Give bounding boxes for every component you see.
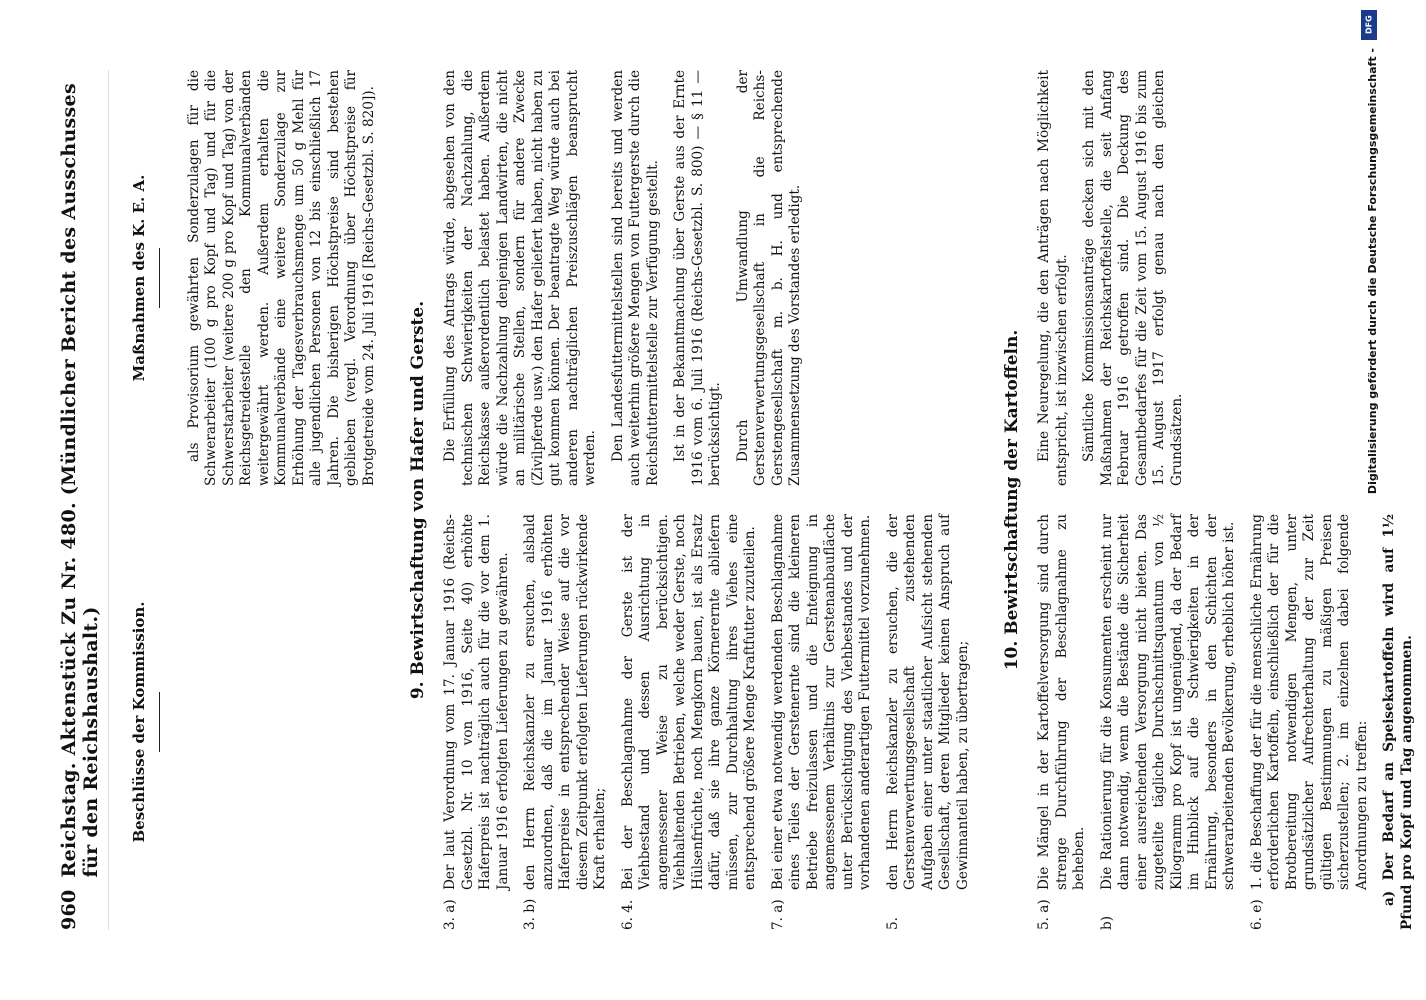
right-heading: Maßnahmen des K. E. A. [130,174,148,382]
item-text: Die Mängel in der Kartoffelversorgung sind durch strenge Durchführung der Beschlagnahme zu beheben. [1036,514,1087,890]
list-item [1036,514,1089,930]
item-number: 7. a) [769,899,786,930]
item-number: 6. 4. [619,899,636,930]
left-column [1036,514,1426,930]
right-column [123,70,388,486]
list-item [885,514,973,930]
item-number: 5. [884,917,901,930]
page-header [58,70,109,930]
right-paragraph: Den Landesfuttermittelstellen sind bereits und werden auch weiterhin größere Mengen von Futtergerste durch die Reichsfuttermittelstelle zur Verfügung gestellt. [609,70,661,486]
item-number: 3. b) [522,898,538,930]
list-item [1249,514,1372,930]
digitization-note: Digitalisierung gefördert durch die Deutsche Forschungsgemeinschaft - [1366,48,1379,495]
list-item [442,514,512,930]
right-top-paragraph: als Provisorium gewährten Sonderzulagen für die Schwerarbeiter (100 g pro Kopf und Tag) und für die Schwerstarbeiter (weitere 200 g pro Kopf und Tag) von der Reichsgetreidestelle den Kommunalverbänden weitergewährt werden. Außerdem erhalten die Kommunalverbände eine weitere Sonderzulage zur Erhöhung der Tagesverbrauchsmenge um 50 g Mehl für alle jugendlichen Personen von 12 bis einschließlich 17 Jahren. Die bisherigen Höchstpreise sind bestehen geblieben (vergl. Verordnung über Höchstpreise für Brotgetreide vom 24. Juli 1916 [Reichs-Gesetzbl. S. 820]). [185,70,377,486]
item-text: den Herrn Reichskanzler zu ersuchen, alsbald anzuordnen, daß die im Januar 1916 erhöhten Haferpreise in entsprechender Weise auf die vor diesem Zeitpunkt erfolgten Lieferungen rückwirkende Kraft erhalten; [522,514,608,890]
list-item [620,514,760,930]
dfg-logo: DFG [1361,10,1377,40]
right-column [442,70,982,486]
item-text: Die Rationierung für die Konsumenten erscheint nur dann notwendig, wenn die Bestände die Sicherheit einer ausreichenden Versorgung nicht bieten. Das zugeteilte tägliche Durchschnittsquantum von ½ Kilogramm pro Kopf ist ungenügend, da der Bedarf im Hinblick auf die Schwierigkeiten in der Ernährung, besonders in den Schichten der schwerarbeitenden Bevölkerung, erheblich höher ist. [1098,514,1237,890]
heading-rule [159,692,160,752]
list-item [522,514,610,930]
list-item [770,514,875,930]
right-paragraph: Sämtliche Kommissionsanträge decken sich mit den Maßnahmen der Reichskartoffelstelle, die seit Anfang Februar 1916 getroffen sind. Die Deckung des Gesamtbedarfes für die Zeit vom 15. August 1916 bis zum 15. August 1917 erfolgt genau nach den gleichen Grundsätzen. [1081,70,1185,486]
item-text: Der laut Verordnung vom 17. Januar 1916 (Reichs-Gesetzbl. Nr. 10 von 1916, Seite 40) erhöhte Haferpreis ist nachträglich auch für die vor dem 1. Januar 1916 erfolgten Lieferungen zu gewähren. [442,514,511,890]
item-number: 5. a) [1036,899,1052,930]
heading-rule [159,248,160,308]
item-text: Bei einer etwa notwendig werdenden Beschlagnahme eines Teiles der Gerstenernte sind die kleineren Betriebe freizulassen und die Enteignung in angemessenem Verhältnis zur Gerstenanbaufläche unter Berücksichtigung des Viehbestandes und der vorhandenen anderartigen Futtermittel vorzunehmen. [769,514,873,890]
list-item [1099,514,1239,930]
left-column [123,514,388,930]
item-text: 1. die Beschaffung der für die menschliche Ernährung erforderlichen Kartoffeln, einschließlich der für die Brotbereitung notwendigen Mengen, unter grundsätzlicher Aufrechterhaltung der zur Zeit gültigen Bestimmungen zu mäßigen Preisen sicherzustellen; 2. im einzelnen dabei folgende Anordnungen zu treffen: [1248,514,1370,890]
top-columns [123,70,388,930]
right-paragraph: Ist in der Bekanntmachung über Gerste aus der Ernte 1916 vom 6. Juli 1916 (Reichs-Gesetzbl. S. 800) — § 11 — berücksichtigt. [672,70,723,486]
left-heading: Beschlüsse der Kommission. [130,601,148,843]
right-paragraph: Eine Neuregelung, die den Anträgen nach Möglichkeit entspricht, ist inzwischen erfolgt. [1036,70,1070,486]
item-number: 3. a) [442,899,458,930]
item-text: den Herrn Reichskanzler zu ersuchen, die der Gerstenverwertungsgesellschaft zustehenden Aufgaben einer unter staatlicher Aufsicht stehenden Gesellschaft, deren Mitglieder keinen Anspruch auf Gewinnanteil haben, zu übertragen; [884,514,971,890]
item-text: Bei der Beschlagnahme der Gerste ist der Viehbestand und dessen Ausrichtung in angemessener Weise zu berücksichtigen. Viehhaltenden Betrieben, welche weder Gerste, noch Hülsenfrüchte, noch Mengkorn bauen, ist als Ersatz dafür, daß sie ihre ganze Körnerernte abliefern müssen, zur Durchhaltung ihres Viehes eine entsprechend größere Menge Kraftfutter zuzuteilen. [619,514,758,890]
header-title: Reichstag. Aktenstück Zu Nr. 480. (Mündlicher Bericht des Ausschusses für den Reichshaushalt.) [58,83,102,878]
section-9-title: 9. Bewirtschaftung von Hafer und Gerste. [408,300,428,700]
right-paragraph: Durch Umwandlung der Gerstenverwertungsgesellschaft in die Reichs-Gerstengesellschaft m. b. H. und entsprechende Zusammensetzung des Vorstandes erledigt. [734,70,803,486]
right-paragraph: Die Erfüllung des Antrags würde, abgesehen von den technischen Schwierigkeiten der Nachzahlung, die Reichskasse außerordentlich belastet haben. Außerdem würde die Nachzahlung denjenigen Landwirten, die nicht an militärische Stellen, sondern für andere Zwecke (Zivilpferde usw.) den Hafer geliefert haben, nicht haben zu gut kommen können. Der beantragte Weg würde auch bei anderen nachträglichen Preiszuschlägen beansprucht werden. [442,70,598,486]
section-9-columns [442,70,982,930]
left-column [442,514,982,930]
item-number: b) [1098,915,1115,930]
bold-resolution: a) Der Bedarf an Speisekartoffeln wird auf 1½ Pfund pro Kopf und Tag angenommen. [1381,514,1415,930]
section-10-title: 10. Bewirtschaftung der Kartoffeln. [1002,329,1022,671]
item-number: 6. e) [1248,899,1265,930]
page-number: 960 [58,889,80,930]
